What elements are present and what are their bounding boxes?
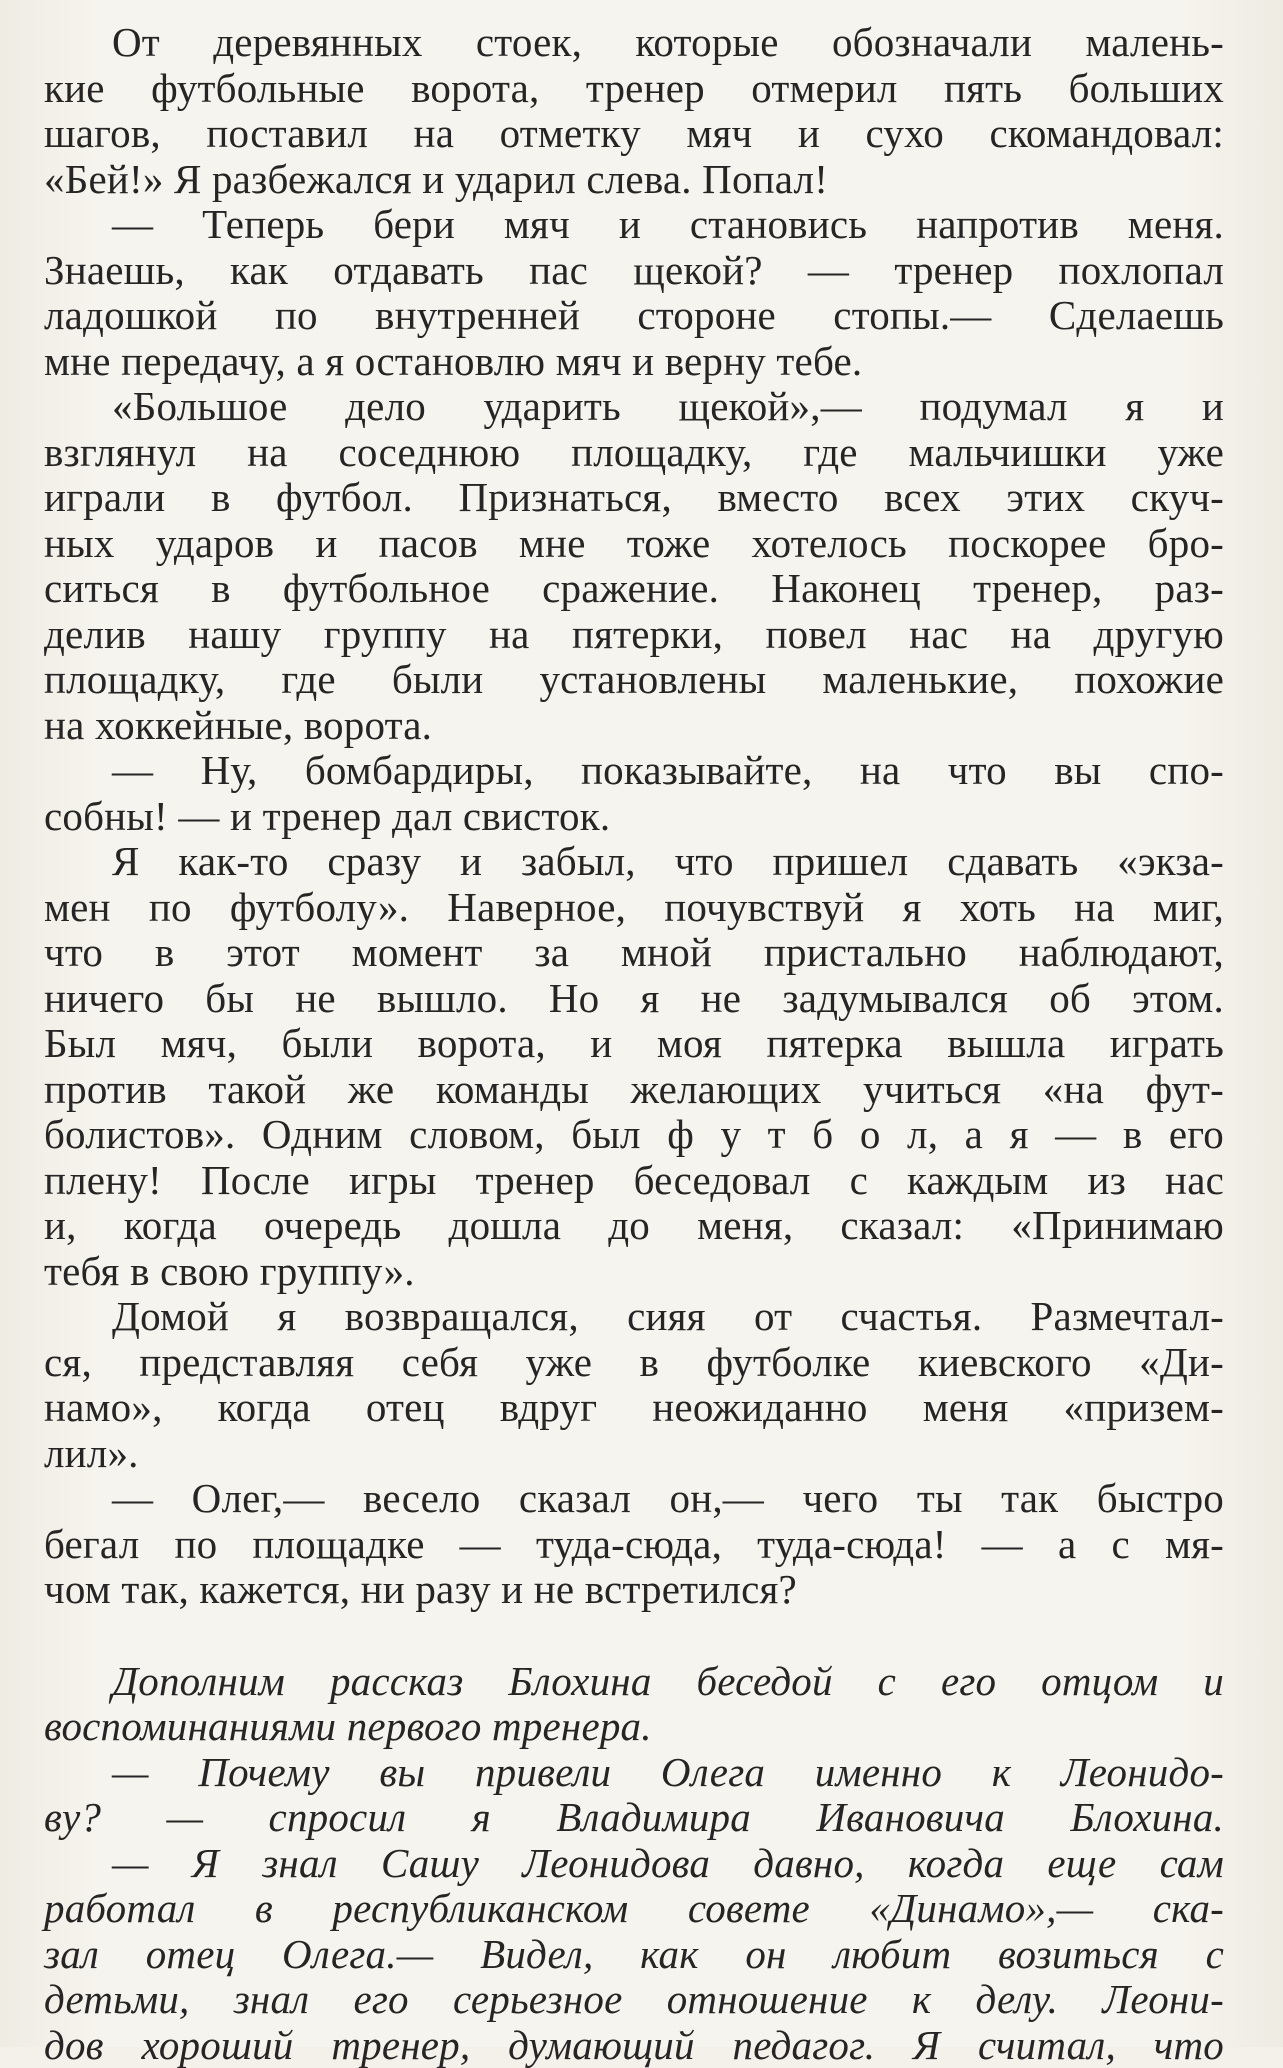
text-line: тебя в свою группу». [44,1249,1224,1295]
paragraph-2 [44,202,1224,384]
text-line: против такой же команды желающих учиться «на фут- [44,1067,1224,1113]
text-line: собны! — и тренер дал свисток. [44,794,1224,840]
paragraph-5 [44,839,1224,1294]
text-line: мен по футболу». Наверное, почувствуй я хоть на миг, [44,885,1224,931]
paragraph-10 [44,1841,1224,2068]
paragraph-4 [44,748,1224,839]
text-line: детьми, знал его серьезное отношение к делу. Леони- [44,1977,1224,2023]
text-line: «Бей!» Я разбежался и ударил слева. Попал! [44,157,1224,203]
text-line: — Почему вы привели Олега именно к Леонидо- [44,1750,1224,1796]
text-line: зал отец Олега.— Видел, как он любит возиться с [44,1932,1224,1978]
paragraph-1 [44,20,1224,202]
text-line: шагов, поставил на отметку мяч и сухо скомандовал: [44,111,1224,157]
text-line: дов хороший тренер, думающий педагог. Я считал, что [44,2023,1224,2068]
text-line: на хоккейные, ворота. [44,703,1224,749]
text-line: ву? — спросил я Владимира Ивановича Блохина. [44,1795,1224,1841]
text-line: делив нашу группу на пятерки, повел нас на другую [44,612,1224,658]
text-line: работал в республиканском совете «Динамо»,— ска- [44,1886,1224,1932]
text-line: — Я знал Сашу Леонидова давно, когда еще сам [44,1841,1224,1887]
text-line: кие футбольные ворота, тренер отмерил пять больших [44,66,1224,112]
text-line: площадку, где были установлены маленькие, похожие [44,657,1224,703]
text-line: воспоминаниями первого тренера. [44,1704,1224,1750]
text-line: Был мяч, были ворота, и моя пятерка вышла играть [44,1021,1224,1067]
text-line: «Большое дело ударить щекой»,— подумал я и [44,384,1224,430]
text-line: — Олег,— весело сказал он,— чего ты так быстро [44,1476,1224,1522]
text-line: бегал по площадке — туда-сюда, туда-сюда! — а с мя- [44,1522,1224,1568]
paragraph-7 [44,1476,1224,1613]
text-line: чом так, кажется, ни разу и не встретился? [44,1567,1224,1613]
page-text [44,20,1224,2068]
text-line: болистов». Одним словом, был ф у т б о л, а я — в его [44,1112,1224,1158]
text-line: взглянул на соседнюю площадку, где мальчишки уже [44,430,1224,476]
text-line: Дополним рассказ Блохина беседой с его отцом и [44,1659,1224,1705]
paragraph-9 [44,1750,1224,1841]
text-line: Знаешь, как отдавать пас щекой? — тренер похлопал [44,248,1224,294]
text-line: ных ударов и пасов мне тоже хотелось поскорее бро- [44,521,1224,567]
section-gap [44,1613,1224,1659]
text-line: От деревянных стоек, которые обозначали малень- [44,20,1224,66]
text-line: мне передачу, а я остановлю мяч и верну тебе. [44,339,1224,385]
text-line: ничего бы не вышло. Но я не задумывался об этом. [44,976,1224,1022]
text-line: ситься в футбольное сражение. Наконец тренер, раз- [44,566,1224,612]
text-line: Домой я возвращался, сияя от счастья. Размечтал- [44,1294,1224,1340]
text-line: и, когда очередь дошла до меня, сказал: «Принимаю [44,1203,1224,1249]
text-line: играли в футбол. Признаться, вместо всех этих скуч- [44,475,1224,521]
text-line: — Теперь бери мяч и становись напротив меня. [44,202,1224,248]
text-line: ладошкой по внутренней стороне стопы.— Сделаешь [44,293,1224,339]
text-line: — Ну, бомбардиры, показывайте, на что вы спо- [44,748,1224,794]
text-line: намо», когда отец вдруг неожиданно меня «призем- [44,1385,1224,1431]
text-line: ся, представляя себя уже в футболке киевского «Ди- [44,1340,1224,1386]
paragraph-3 [44,384,1224,748]
text-line: плену! После игры тренер беседовал с каждым из нас [44,1158,1224,1204]
text-line: лил». [44,1431,1224,1477]
paragraph-6 [44,1294,1224,1476]
text-line: что в этот момент за мной пристально наблюдают, [44,930,1224,976]
paragraph-8 [44,1659,1224,1750]
text-line: Я как-то сразу и забыл, что пришел сдавать «экза- [44,839,1224,885]
